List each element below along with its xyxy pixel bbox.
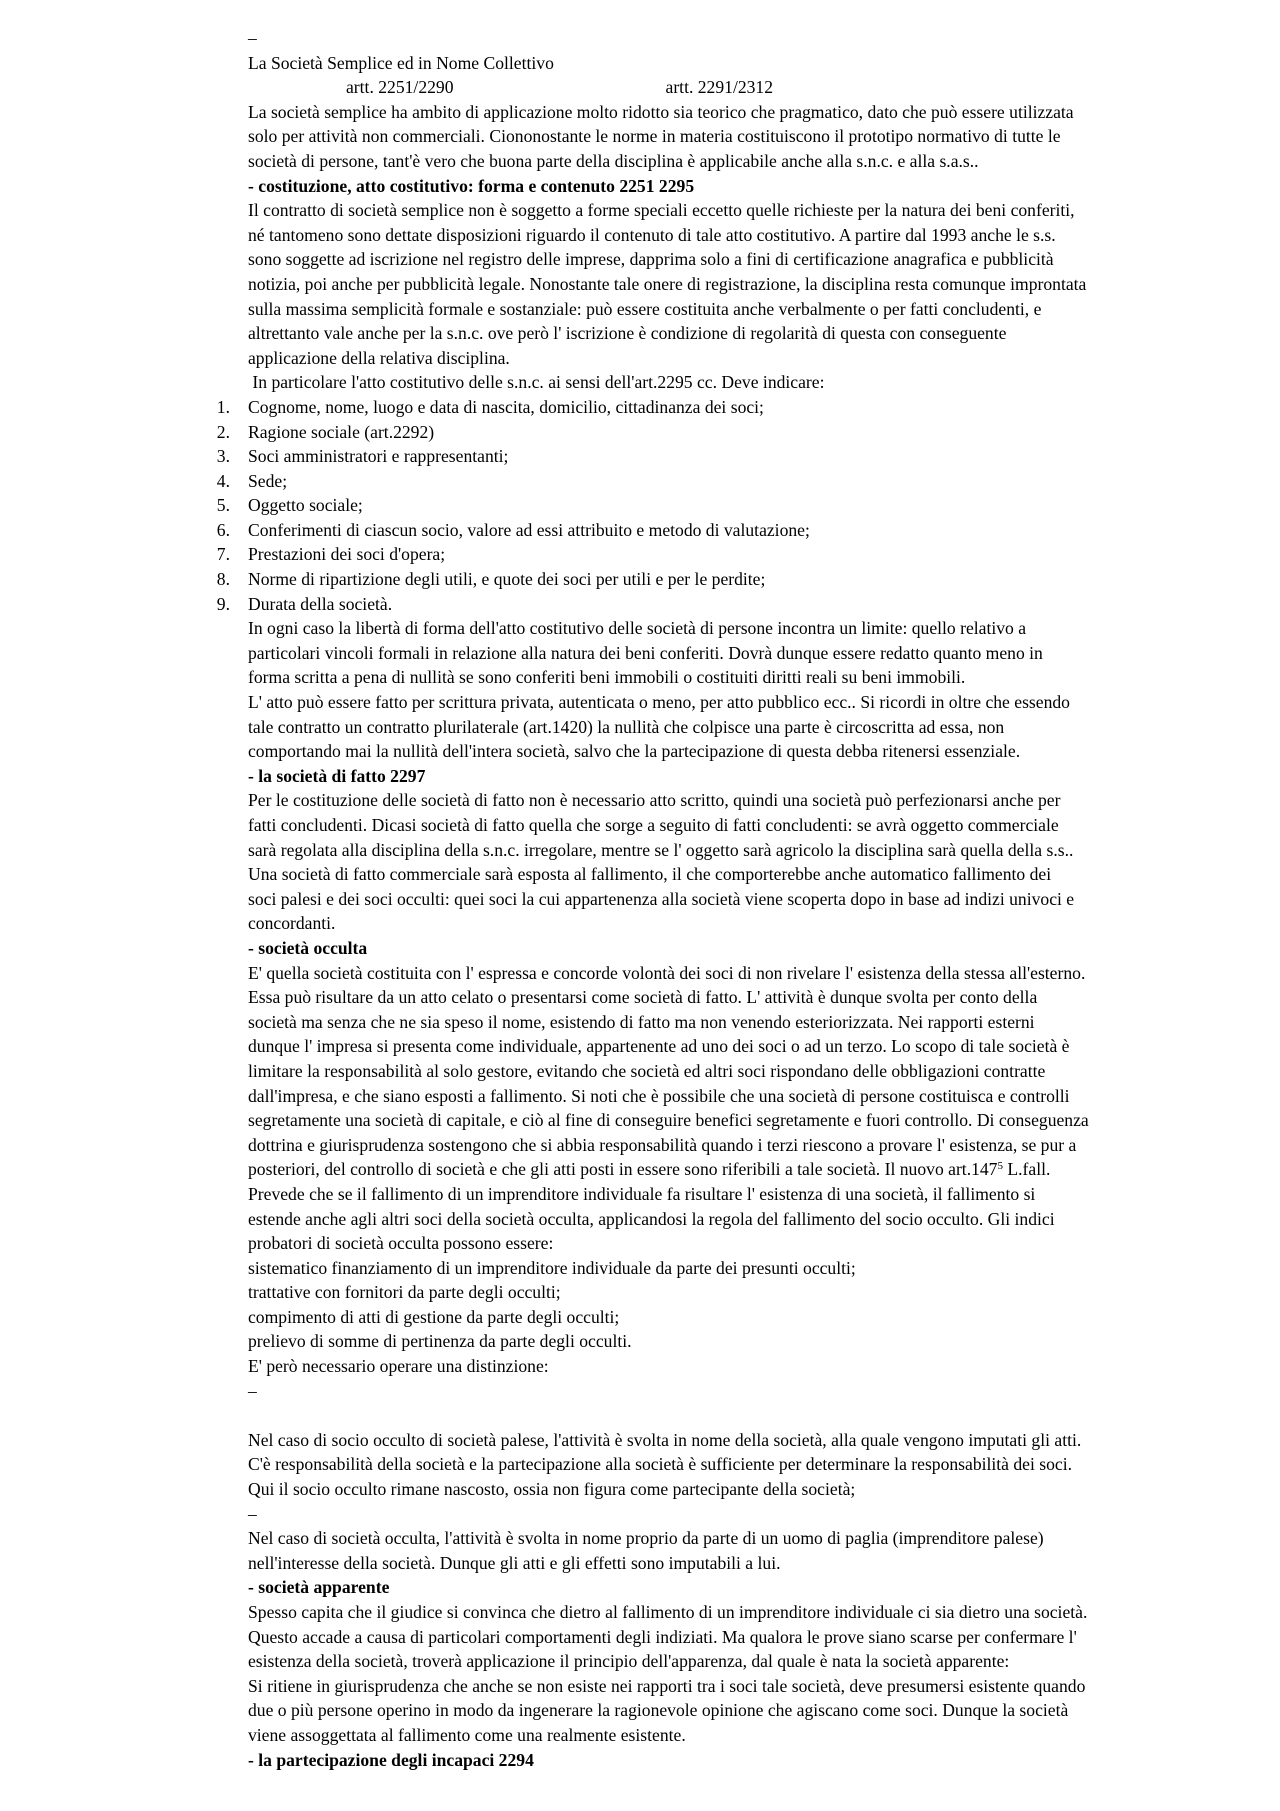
text-line: trattative con fornitori da parte degli occulti; [248,1282,561,1303]
text-line: applicazione della relativa disciplina. [248,347,510,368]
text-line: Una società di fatto commerciale sarà esposta al fallimento, il che comporterebbe anche automatico fallimento dei [248,864,1052,885]
text-line: società ma senza che ne sia speso il nome, esistendo di fatto ma non venendo esteriorizzata. Nei rapporti esterni [248,1011,1035,1032]
societa-occulta-paragraph [248,1526,1260,1575]
text-line: Spesso capita che il giudice si convinca che dietro al fallimento di un imprenditore individuale ci sia dietro una società. [248,1602,1088,1622]
list-number: 8. [216,569,230,590]
costituzione-paragraph [248,198,1260,370]
list-number: 1. [216,396,230,417]
blank-line [248,1403,1260,1428]
text-line: forma scritta a pena di nullità se sono conferiti beni immobili o costituiti diritti reali su beni immobili. [248,667,966,688]
text-line: concordanti. [248,913,336,934]
text-line: C'è responsabilità della società e la partecipazione alla società è sufficiente per determinare la responsabilità dei soci. [248,1454,1073,1475]
text-line: particolari vincoli formali in relazione alla natura dei beni conferiti. Dovrà dunque essere redatto quanto meno in [248,642,1043,663]
text-line: tale contratto un contratto plurilaterale (art.1420) la nullità che colpisce una parte è circoscritta ad essa, non [248,716,1005,737]
text-line: solo per attività non commerciali. Ciononostante le norme in materia costituiscono il prototipo normativo di tutte le [248,126,1061,147]
articles-ss: artt. 2251/2290 [346,77,454,98]
occulta-paragraph [248,961,1260,1379]
list-item [216,420,1260,445]
text-line: dottrina e giurisprudenza sostengono che si abbia responsabilità quando i terzi riescono a provare l' esistenza, se pur a [248,1134,1077,1155]
text-line: notizia, poi anche per pubblicità legale. Nonostante tale onere di registrazione, la disciplina resta comunque improntata [248,273,1087,294]
list-item [216,518,1260,543]
text-line: L' atto può essere fatto per scrittura privata, autenticata o meno, per atto pubblico ecc.. Si ricordi in oltre che essendo [248,692,1070,713]
text-line: Si ritiene in giurisprudenza che anche se non esiste nei rapporti tra i soci tale società, deve presumersi esistente quando [248,1675,1086,1696]
fatto-paragraph [248,788,1260,936]
text-line: fatti concludenti. Dicasi società di fatto quella che sorge a seguito di fatti concludenti: se avrà oggetto commerciale [248,815,1059,835]
text-line: prelievo di somme di pertinenza da parte degli occulti. [248,1331,632,1352]
list-text: Ragione sociale (art.2292) [248,421,435,442]
text-line: esistenza della società, troverà applicazione il principio dell'apparenza, dal quale è nata la società apparente: [248,1651,1010,1672]
text-line: Qui il socio occulto rimane nascosto, ossia non figura come partecipante della società; [248,1479,856,1500]
text-line: sono soggette ad iscrizione nel registro delle imprese, dapprima solo a fini di certificazione anagrafica e pubblicità [248,249,1054,270]
forma-paragraph [248,616,1260,764]
text-line: sarà regolata alla disciplina della s.n.c. irregolare, mentre se l' oggetto sarà agricolo la disciplina sarà quella della s.s.. [248,839,1074,860]
dash-marker: – [248,28,257,48]
text-line: sistematico finanziamento di un imprenditore individuale da parte dei presunti occulti; [248,1257,856,1278]
dash-marker: – [248,1380,257,1401]
text-line: dall'impresa, e che siano esposti a fallimento. Si noti che è possibile che una società di persone costituisca e controlli [248,1085,1070,1106]
text-line: Essa può risultare da un atto celato o presentarsi come società di fatto. L' attività è dunque svolta per conto della [248,987,1038,1008]
text-segment: posteriori, del controllo di società e che gli atti posti in essere sono riferibili a tale società. Il nuovo art.147 [248,1159,998,1180]
text-line: comportando mai la nullità dell'intera società, salvo che la partecipazione di questa debba ritenersi essenziale. [248,741,1021,762]
text-line: Il contratto di società semplice non è soggetto a forme speciali eccetto quelle richieste per la natura dei beni conferiti, [248,200,1075,221]
heading-societa-apparente: - società apparente [248,1577,390,1598]
articles-reference [248,75,1260,100]
text-line: due o più persone operino in modo da ingenerare la ragionevole opinione che agiscano come soci. Dunque la società [248,1700,1069,1721]
text-line: società di persone, tant'è vero che buona parte della disciplina è applicabile anche alla s.n.c. e alla s.a.s.. [248,150,979,171]
list-number: 3. [216,446,230,467]
list-text: Sede; [248,470,288,491]
dash-marker: – [248,1503,257,1524]
list-item [216,567,1260,592]
text-segment: L.fall. [1002,1159,1051,1180]
text-line: soci palesi e dei soci occulti: quei soci la cui appartenenza alla società viene scoperta dopo in base ad indizi univoci e [248,888,1075,909]
text-line: viene assoggettata al fallimento come una realmente esistente. [248,1724,686,1745]
list-item [216,444,1260,469]
list-text: Oggetto sociale; [248,495,363,516]
text-line: né tantomeno sono dettate disposizioni riguardo il contenuto di tale atto costitutivo. A partire dal 1993 anche le s.s. [248,224,1056,245]
list-text: Durata della società. [248,593,393,614]
list-number: 4. [216,470,230,491]
heading-costituzione: - costituzione, atto costitutivo: forma e contenuto 2251 2295 [248,175,695,196]
list-item [216,542,1260,567]
text-line: Nel caso di socio occulto di società palese, l'attività è svolta in nome della società, alla quale vengono imputati gli atti. [248,1429,1082,1450]
text-line: sulla massima semplicità formale e sostanziale: può essere costituita anche verbalmente o per fatti concludenti, e [248,298,1042,319]
articles-snc: artt. 2291/2312 [665,77,774,98]
text-line: dunque l' impresa si presenta come individuale, appartenente ad uno dei soci o ad un terzo. Lo scopo di tale società è [248,1036,1070,1057]
list-text: Norme di ripartizione degli utili, e quote dei soci per utili e per le perdite; [248,569,766,590]
list-text: Cognome, nome, luogo e data di nascita, domicilio, cittadinanza dei soci; [248,396,764,417]
text-line: limitare la responsabilità al solo gestore, evitando che società ed altri soci rispondano delle obbligazioni contratte [248,1060,1046,1081]
list-number: 5. [216,495,230,516]
text-line-with-footnote [248,1157,1260,1182]
list-number: 6. [216,519,230,540]
text-line: Prevede che se il fallimento di un imprenditore individuale fa risultare l' esistenza di una società, il fallimento si [248,1183,1036,1204]
list-number: 2. [216,421,230,442]
text-line: probatori di società occulta possono essere: [248,1233,554,1254]
heading-incapaci: - la partecipazione degli incapaci 2294 [248,1749,534,1770]
intro-paragraph [248,100,1260,174]
socio-occulto-paragraph [248,1428,1260,1502]
text-line: In ogni caso la libertà di forma dell'atto costitutivo delle società di persone incontra un limite: quello relativo a [248,618,1027,639]
atto-costitutivo-list [216,395,1260,616]
text-line: nell'interesse della società. Dunque gli atti e gli effetti sono imputabili a lui. [248,1552,781,1573]
document-title: La Società Semplice ed in Nome Collettivo [248,52,554,73]
text-line: estende anche agli altri soci della società occulta, applicandosi la regola del fallimento del socio occulto. Gli indici [248,1208,1055,1229]
footnote-marker: 5 [997,1160,1003,1173]
apparente-paragraph [248,1600,1260,1748]
list-text: Soci amministratori e rappresentanti; [248,446,509,467]
list-item [216,592,1260,617]
text-line: Per le costituzione delle società di fatto non è necessario atto scritto, quindi una società può perfezionarsi anche per [248,790,1061,811]
list-number: 9. [216,593,230,614]
text-line: altrettanto vale anche per la s.n.c. ove però l' iscrizione è condizione di regolarità di questa con conseguente [248,323,1007,344]
text-line: segretamente una società di capitale, e ciò al fine di conseguire benefici segretamente e fuori controllo. Di conseguenza [248,1110,1089,1131]
text-line: E' quella società costituita con l' espressa e concorde volontà dei soci di non rivelare l' esistenza della stessa all'esterno. [248,962,1086,983]
list-text: Conferimenti di ciascun socio, valore ad essi attribuito e metodo di valutazione; [248,519,810,540]
text-line: compimento di atti di gestione da parte degli occulti; [248,1306,620,1327]
text-line: Questo accade a causa di particolari comportamenti degli indiziati. Ma qualora le prove siano scarse per confermare l' [248,1626,1077,1647]
list-item [216,395,1260,420]
list-text: Prestazioni dei soci d'opera; [248,544,446,565]
list-number: 7. [216,544,230,565]
list-intro: In particolare l'atto costitutivo delle s.n.c. ai sensi dell'art.2295 cc. Deve indicare: [248,372,825,393]
list-item [216,469,1260,494]
text-line: Nel caso di società occulta, l'attività è svolta in nome proprio da parte di un uomo di paglia (imprenditore palese) [248,1528,1044,1549]
heading-societa-occulta: - società occulta [248,937,368,958]
text-line: La società semplice ha ambito di applicazione molto ridotto sia teorico che pragmatico, dato che può essere utilizzata [248,101,1074,122]
text-line: E' però necessario operare una distinzione: [248,1356,549,1377]
list-item [216,493,1260,518]
heading-societa-di-fatto: - la società di fatto 2297 [248,765,426,786]
